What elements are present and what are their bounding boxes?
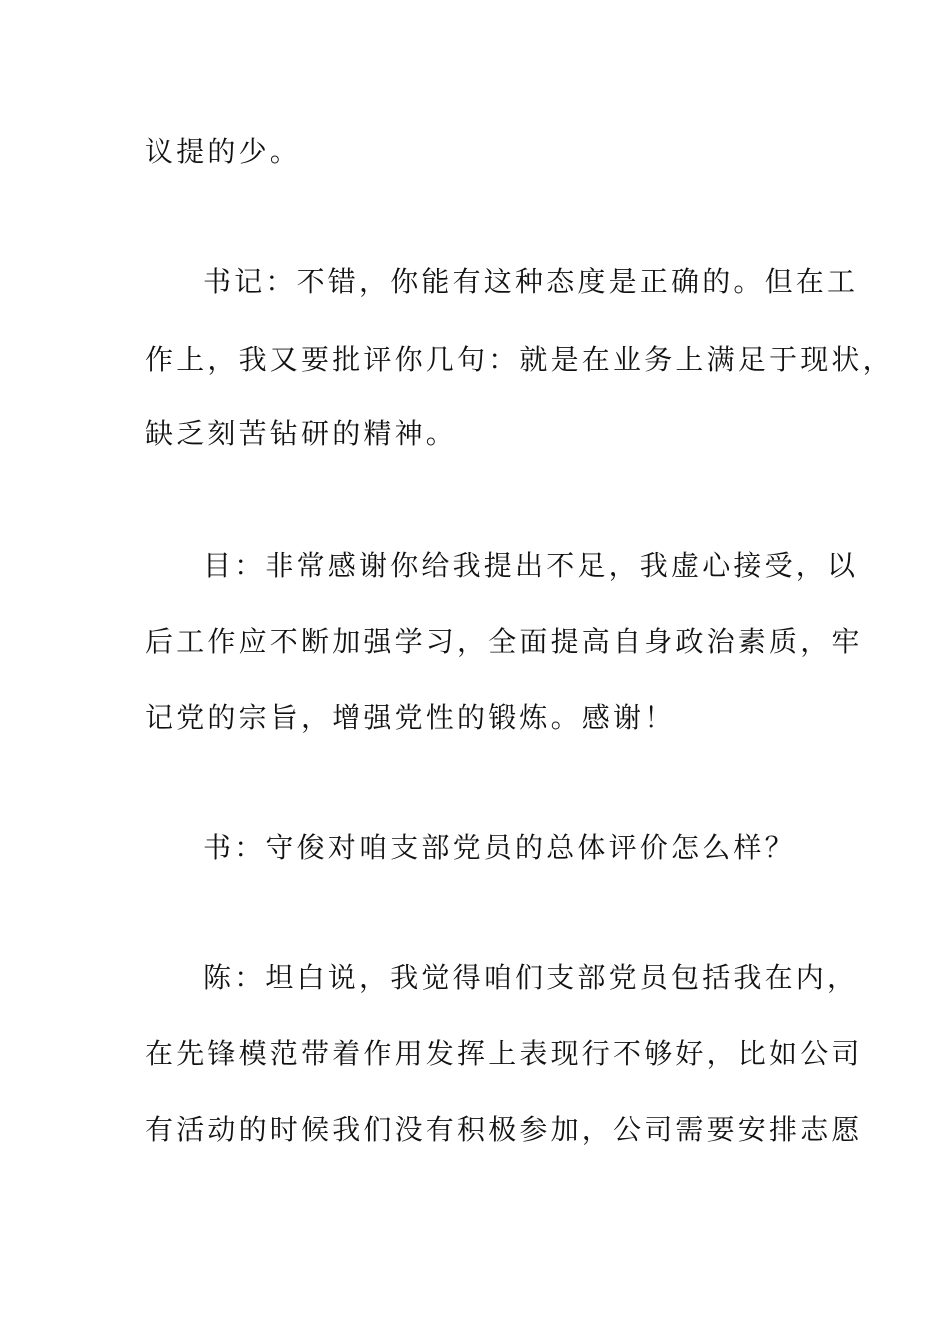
text-line: 书记：不错，你能有这种态度是正确的。但在工 bbox=[203, 265, 859, 298]
text-line: 议提的少。 bbox=[145, 135, 302, 168]
text-line: 在先锋模范带着作用发挥上表现行不够好，比如公司 bbox=[145, 1037, 863, 1070]
text-line: 记党的宗旨，增强党性的锻炼。感谢！ bbox=[145, 701, 676, 734]
text-line: 陈：坦白说，我觉得咱们支部党员包括我在内， bbox=[203, 961, 859, 994]
text-line: 作上，我又要批评你几句：就是在业务上满足于现状， bbox=[145, 343, 894, 376]
text-line: 缺乏刻苦钻研的精神。 bbox=[145, 417, 458, 450]
text-line: 目：非常感谢你给我提出不足，我虚心接受，以 bbox=[203, 549, 859, 582]
text-line: 后工作应不断加强学习，全面提高自身政治素质，牢 bbox=[145, 625, 863, 658]
text-line: 书：守俊对咱支部党员的总体评价怎么样？ bbox=[203, 831, 796, 864]
text-line: 有活动的时候我们没有积极参加，公司需要安排志愿 bbox=[145, 1113, 863, 1146]
